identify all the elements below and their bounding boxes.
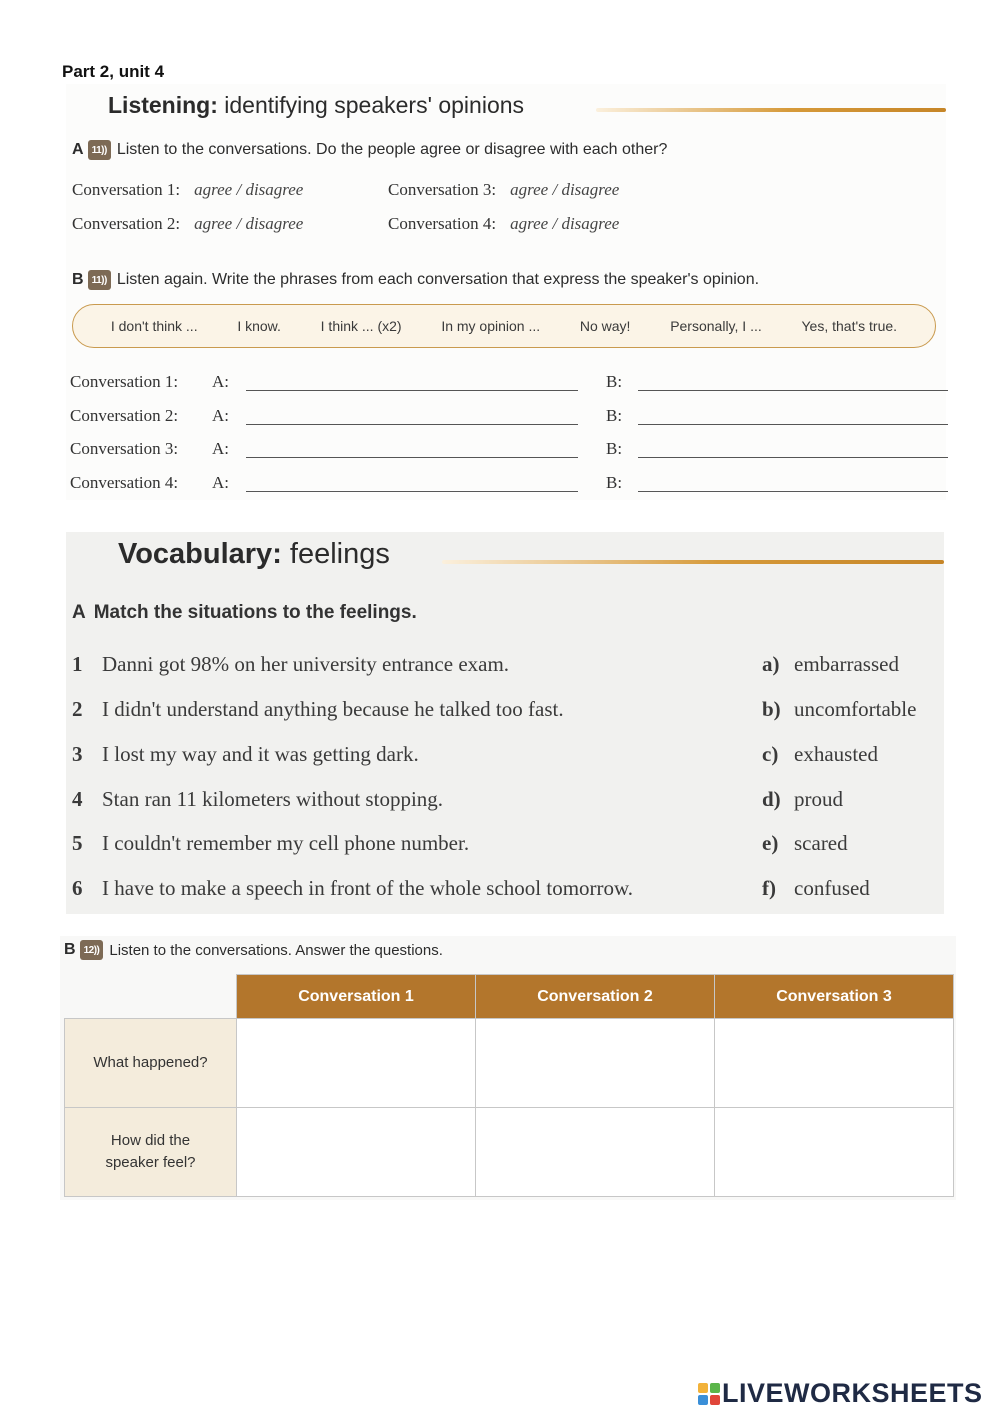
feeling-letter: b)	[762, 697, 781, 721]
speaker-b-label: B:	[606, 473, 623, 492]
situation-number: 4	[72, 787, 83, 811]
conversation-label: Conversation 4:	[70, 473, 179, 492]
feeling-option[interactable]	[762, 742, 878, 767]
vocabulary-task-b-instruction-line	[64, 940, 443, 960]
logo-square	[710, 1395, 720, 1405]
speaker-b-answer-line[interactable]	[638, 390, 948, 391]
situation-text: I couldn't remember my cell phone number.	[102, 831, 470, 855]
feeling-text: proud	[794, 787, 843, 811]
speaker-a-label: A:	[212, 372, 229, 391]
liveworksheets-logo-text: LIVEWORKSHEETS	[722, 1378, 983, 1408]
agree-row-2	[72, 214, 303, 234]
table-row	[65, 1108, 954, 1197]
liveworksheets-logo-icon	[698, 1383, 720, 1405]
situation-number: 6	[72, 876, 83, 900]
vocabulary-section	[66, 532, 944, 914]
conversation-label: Conversation 1:	[70, 372, 179, 391]
listening-heading-rest: identifying speakers' opinions	[217, 92, 525, 118]
speaker-a-answer-line[interactable]	[246, 457, 578, 458]
agree-disagree-choice[interactable]: agree / disagree	[194, 180, 304, 199]
answer-cell[interactable]	[476, 1019, 715, 1108]
table-column-header: Conversation 3	[715, 975, 954, 1019]
task-letter: A	[72, 602, 86, 623]
listening-heading	[108, 92, 524, 119]
table-row-header: What happened?	[65, 1019, 237, 1108]
agree-disagree-choice[interactable]: agree / disagree	[510, 180, 620, 199]
phrase-item: I think ... (x2)	[320, 318, 402, 334]
agree-disagree-choice[interactable]: agree / disagree	[194, 214, 304, 233]
conversation-label: Conversation 2:	[72, 214, 181, 233]
feeling-letter: d)	[762, 787, 781, 811]
conversation-label: Conversation 4:	[388, 214, 497, 233]
situation-item	[72, 742, 419, 767]
listening-heading-row	[66, 84, 946, 132]
write-row-2	[70, 406, 946, 428]
task-instruction: Listen to the conversations. Do the people agree or disagree with each other?	[116, 141, 668, 158]
task-instruction: Listen to the conversations. Answer the questions.	[109, 941, 443, 959]
vocabulary-task-a	[72, 602, 417, 624]
vocabulary-task-b	[60, 936, 956, 1200]
feeling-option[interactable]	[762, 787, 843, 812]
listening-task-a	[72, 140, 667, 160]
feeling-letter: f)	[762, 876, 776, 900]
speaker-a-label: A:	[212, 473, 229, 492]
situation-number: 2	[72, 697, 83, 721]
situation-number: 1	[72, 652, 83, 676]
agree-row-1	[72, 180, 303, 200]
phrase-item: I know.	[237, 318, 281, 334]
agree-row-3	[388, 180, 619, 200]
vocabulary-heading-bold: Vocabulary:	[118, 538, 282, 570]
situation-text: I lost my way and it was getting dark.	[102, 742, 419, 766]
situation-number: 5	[72, 831, 83, 855]
answer-table	[64, 974, 954, 1197]
feeling-text: exhausted	[794, 742, 878, 766]
phrase-item: Yes, that's true.	[801, 318, 898, 334]
table-corner-cell	[65, 975, 237, 1019]
conversation-label: Conversation 1:	[72, 180, 181, 199]
conversation-label: Conversation 3:	[388, 180, 497, 199]
logo-square	[710, 1383, 720, 1393]
speaker-a-label: A:	[212, 406, 229, 425]
situation-text: I have to make a speech in front of the whole school tomorrow.	[102, 876, 634, 900]
feeling-text: scared	[794, 831, 848, 855]
speaker-a-answer-line[interactable]	[246, 424, 578, 425]
conversation-label: Conversation 3:	[70, 439, 179, 458]
answer-cell[interactable]	[237, 1019, 476, 1108]
feeling-text: confused	[794, 876, 870, 900]
situation-text: Danni got 98% on her university entrance exam.	[102, 652, 510, 676]
speaker-b-label: B:	[606, 439, 623, 458]
audio-track-number: 11	[91, 274, 102, 286]
situation-number: 3	[72, 742, 83, 766]
write-row-1	[70, 372, 946, 394]
task-letter: B	[64, 941, 76, 958]
write-row-3	[70, 439, 946, 461]
speaker-a-answer-line[interactable]	[246, 390, 578, 391]
speaker-b-answer-line[interactable]	[638, 424, 948, 425]
feeling-option[interactable]	[762, 697, 916, 722]
speaker-b-label: B:	[606, 372, 623, 391]
vocabulary-heading	[118, 538, 390, 571]
task-letter: A	[72, 141, 84, 158]
vocabulary-heading-rule	[442, 560, 944, 564]
answer-cell[interactable]	[715, 1019, 954, 1108]
speaker-a-answer-line[interactable]	[246, 491, 578, 492]
table-row-header: How did the speaker feel?	[65, 1108, 237, 1197]
speaker-b-label: B:	[606, 406, 623, 425]
answer-cell[interactable]	[237, 1108, 476, 1197]
audio-track-number: 11	[91, 144, 102, 156]
logo-square	[698, 1395, 708, 1405]
feeling-text: embarrassed	[794, 652, 899, 676]
situation-item	[72, 876, 633, 901]
agree-disagree-choice[interactable]: agree / disagree	[510, 214, 620, 233]
listening-section	[66, 84, 946, 500]
speaker-b-answer-line[interactable]	[638, 491, 948, 492]
logo-square	[698, 1383, 708, 1393]
phrase-bank	[72, 304, 936, 348]
phrase-item: I don't think ...	[110, 318, 198, 334]
audio-track-number: 12	[83, 944, 94, 956]
vocabulary-heading-rest: feelings	[281, 538, 390, 570]
audio-track-icon[interactable]: 11 ))	[88, 140, 111, 160]
answer-cell[interactable]	[715, 1108, 954, 1197]
feeling-letter: a)	[762, 652, 780, 676]
listening-heading-rule	[596, 108, 946, 112]
audio-track-icon[interactable]: 11 ))	[88, 270, 111, 290]
answer-cell[interactable]	[476, 1108, 715, 1197]
feeling-option[interactable]	[762, 876, 870, 901]
situation-text: Stan ran 11 kilometers without stopping.	[102, 787, 444, 811]
task-instruction: Listen again. Write the phrases from each conversation that express the speaker's opinion.	[116, 271, 760, 288]
part-label: Part 2, unit 4	[62, 62, 165, 81]
speaker-b-answer-line[interactable]	[638, 457, 948, 458]
phrase-item: Personally, I ...	[670, 318, 762, 334]
listening-task-b	[72, 270, 759, 290]
liveworksheets-logo	[698, 1378, 983, 1409]
agree-row-4	[388, 214, 619, 234]
feeling-letter: c)	[762, 742, 779, 766]
situation-item	[72, 652, 509, 677]
audio-track-icon[interactable]: 12 ))	[80, 940, 104, 960]
listening-heading-bold: Listening:	[108, 92, 218, 118]
situation-item	[72, 697, 564, 722]
phrase-item: In my opinion ...	[441, 318, 541, 334]
task-instruction: Match the situations to the feelings.	[93, 602, 417, 623]
feeling-text: uncomfortable	[794, 697, 917, 721]
task-letter: B	[72, 271, 84, 288]
table-header-row	[65, 975, 954, 1019]
phrase-item: No way!	[579, 318, 631, 334]
write-row-4	[70, 473, 946, 495]
table-column-header: Conversation 2	[476, 975, 715, 1019]
situation-item	[72, 787, 443, 812]
table-column-header: Conversation 1	[237, 975, 476, 1019]
feeling-letter: e)	[762, 831, 779, 855]
conversation-label: Conversation 2:	[70, 406, 179, 425]
situation-item	[72, 831, 469, 856]
feeling-option[interactable]	[762, 652, 899, 677]
situation-text: I didn't understand anything because he talked too fast.	[102, 697, 564, 721]
speaker-a-label: A:	[212, 439, 229, 458]
table-row	[65, 1019, 954, 1108]
feeling-option[interactable]	[762, 831, 848, 856]
